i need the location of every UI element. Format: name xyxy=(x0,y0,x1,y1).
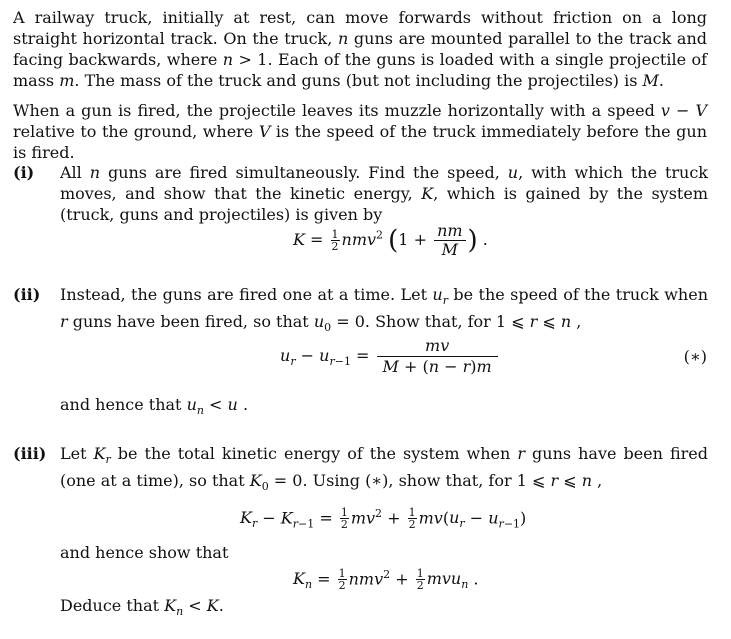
part-iii-text: Let $K_r$ be the total kinetic energy of the system when r guns have been fired (one at a time), so that $K_0 = 0$. Using (∗), show that, for 1 ⩽ r ⩽ n , xyxy=(60,444,709,494)
part-iii-label: (iii) xyxy=(13,444,47,463)
equation-tag: (∗) xyxy=(683,347,707,366)
intro-paragraph-1: A railway truck, initially at rest, can move forwards without friction on a long straight horizontal track. On the truck, n guns are mounted parallel to the track and facing backwards, where n > 1. Each of the guns is loaded with a single projectile of mass m. The mass of the truck and guns (but not including the projectiles) is M. xyxy=(13,8,708,90)
part-iii-deduce: Deduce that $K_n < K$. xyxy=(60,596,224,619)
part-iii-hence: and hence show that xyxy=(60,543,229,562)
part-i-text: All n guns are fired simultaneously. Find the speed, u, with which the truck moves, and show that the kinetic energy, K, which is gained by the system (truck, guns and projectiles) is given by xyxy=(60,163,708,224)
part-ii-text: Instead, the guns are fired one at a time. Let $u_r$ be the speed of the truck when r guns have been fired, so that $u_0 = 0$. Show that, for 1 ⩽ r ⩽ n , xyxy=(60,285,708,335)
part-ii-label: (ii) xyxy=(13,285,41,304)
part-ii-equation: $u_r - u_{r-1}$ = $\frac{mv}{M + (n - r)m}$ xyxy=(280,336,500,377)
part-i-label: (i) xyxy=(13,163,35,182)
part-iii-equation-1: $K_r - K_{r-1}$ = $\frac{1}{2}$ $mv^2$ + $\frac{1}{2}$ $mv(u_r - u_{r-1})$ xyxy=(240,506,527,532)
intro-paragraph-2: When a gun is fired, the projectile leaves its muzzle horizontally with a speed v − V relative to the ground, where V is the speed of the truck immediately before the gun is fired. xyxy=(13,101,707,162)
part-ii-conclusion: and hence that $u_n < u$ . xyxy=(60,395,249,418)
part-iii-equation-2: $K_n$ = $\frac{1}{2}$ nmv$^2$ + $\frac{1}{2}$ mvu$_n$ . xyxy=(293,567,479,593)
part-i-equation: K = $\frac{1}{2}$ nmv$^2$ (1 + $\frac{nm}{M}$ ) . xyxy=(293,221,488,259)
